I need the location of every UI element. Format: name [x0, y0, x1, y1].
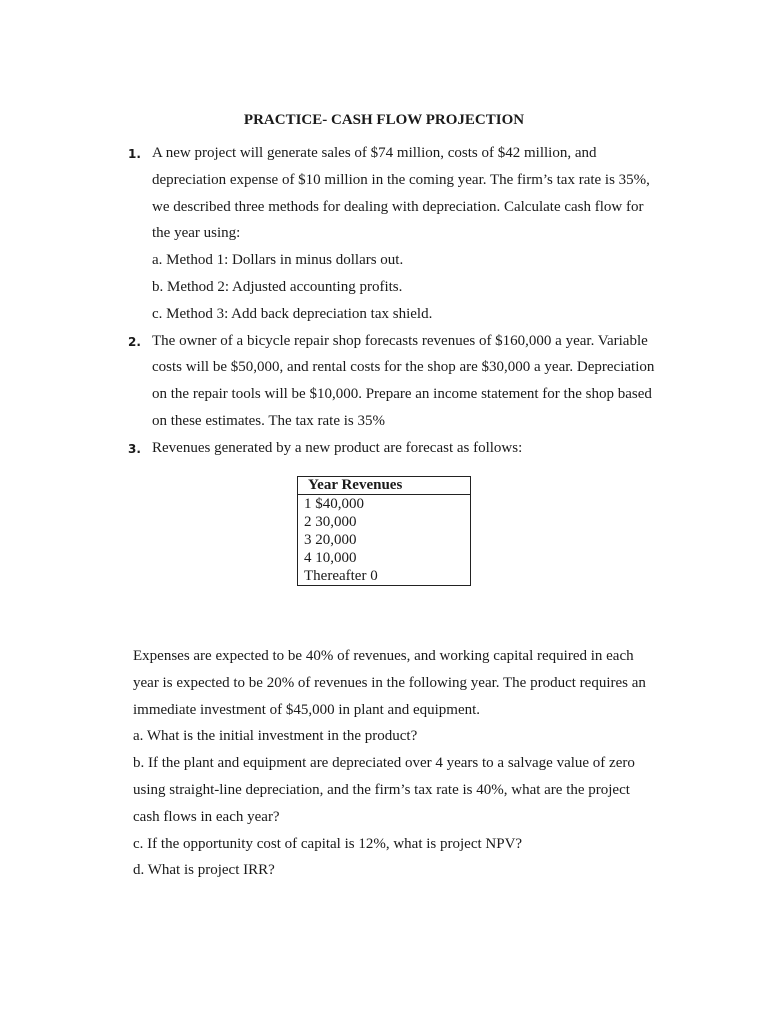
revenue-table-container — [297, 476, 471, 586]
question-line: we described three methods for dealing with depreciation. Calculate cash flow for — [152, 198, 644, 215]
question-3 — [128, 435, 668, 463]
question-body — [152, 435, 668, 463]
question-number: 1. — [128, 147, 141, 161]
question-body — [152, 328, 668, 435]
paragraph-line: year is expected to be 20% of revenues in the following year. The product requires an — [133, 674, 646, 691]
table-header: Year Revenues — [298, 477, 471, 495]
table-row — [298, 567, 471, 586]
question-line: The owner of a bicycle repair shop forecasts revenues of $160,000 a year. Variable — [152, 332, 648, 349]
table-cell: 3 20,000 — [304, 532, 357, 548]
table-header-row — [298, 477, 471, 495]
question-line: Revenues generated by a new product are forecast as follows: — [152, 439, 523, 456]
question-line: depreciation expense of $10 million in the coming year. The firm’s tax rate is 35%, — [152, 171, 650, 188]
table-row — [298, 549, 471, 567]
table-cell: 2 30,000 — [304, 514, 357, 530]
table-cell: 4 10,000 — [304, 550, 357, 566]
question-1 — [128, 140, 668, 328]
table-row — [298, 531, 471, 549]
question-subitem: b. Method 2: Adjusted accounting profits. — [152, 278, 403, 295]
paragraph-line: cash flows in each year? — [133, 808, 280, 825]
paragraph-line: immediate investment of $45,000 in plant and equipment. — [133, 701, 481, 718]
question-body — [152, 140, 668, 328]
question-line: on the repair tools will be $10,000. Prepare an income statement for the shop based — [152, 386, 652, 403]
subquestion-c: c. If the opportunity cost of capital is 12%, what is project NPV? — [133, 835, 523, 852]
table-row — [298, 495, 471, 514]
paragraph-line: Expenses are expected to be 40% of revenues, and working capital required in each — [133, 648, 634, 664]
revenue-table — [297, 476, 471, 586]
table-cell: 1 $40,000 — [304, 496, 364, 512]
question-line: the year using: — [152, 225, 241, 242]
question-number: 2. — [128, 334, 141, 349]
page-title: PRACTICE- CASH FLOW PROJECTION — [243, 112, 525, 128]
question-number: 3. — [128, 441, 141, 456]
subquestion-b: b. If the plant and equipment are depreciated over 4 years to a salvage value of zero — [133, 755, 635, 772]
paragraph-line: using straight-line depreciation, and the firm’s tax rate is 40%, what are the project — [133, 781, 630, 798]
question-2 — [128, 328, 668, 435]
subquestion-a: a. What is the initial investment in the product? — [133, 728, 418, 745]
table-row — [298, 513, 471, 531]
question-3-details — [133, 643, 673, 884]
question-list — [128, 140, 668, 463]
question-line: on these estimates. The tax rate is 35% — [152, 412, 385, 429]
question-line: A new project will generate sales of $74 million, costs of $42 million, and — [152, 145, 597, 161]
question-subitem: a. Method 1: Dollars in minus dollars out. — [152, 252, 404, 269]
question-subitem: c. Method 3: Add back depreciation tax shield. — [152, 305, 433, 322]
subquestion-d: d. What is project IRR? — [133, 862, 275, 879]
question-line: costs will be $50,000, and rental costs for the shop are $30,000 a year. Depreciation — [152, 359, 655, 376]
table-cell: Thereafter 0 — [304, 568, 378, 584]
